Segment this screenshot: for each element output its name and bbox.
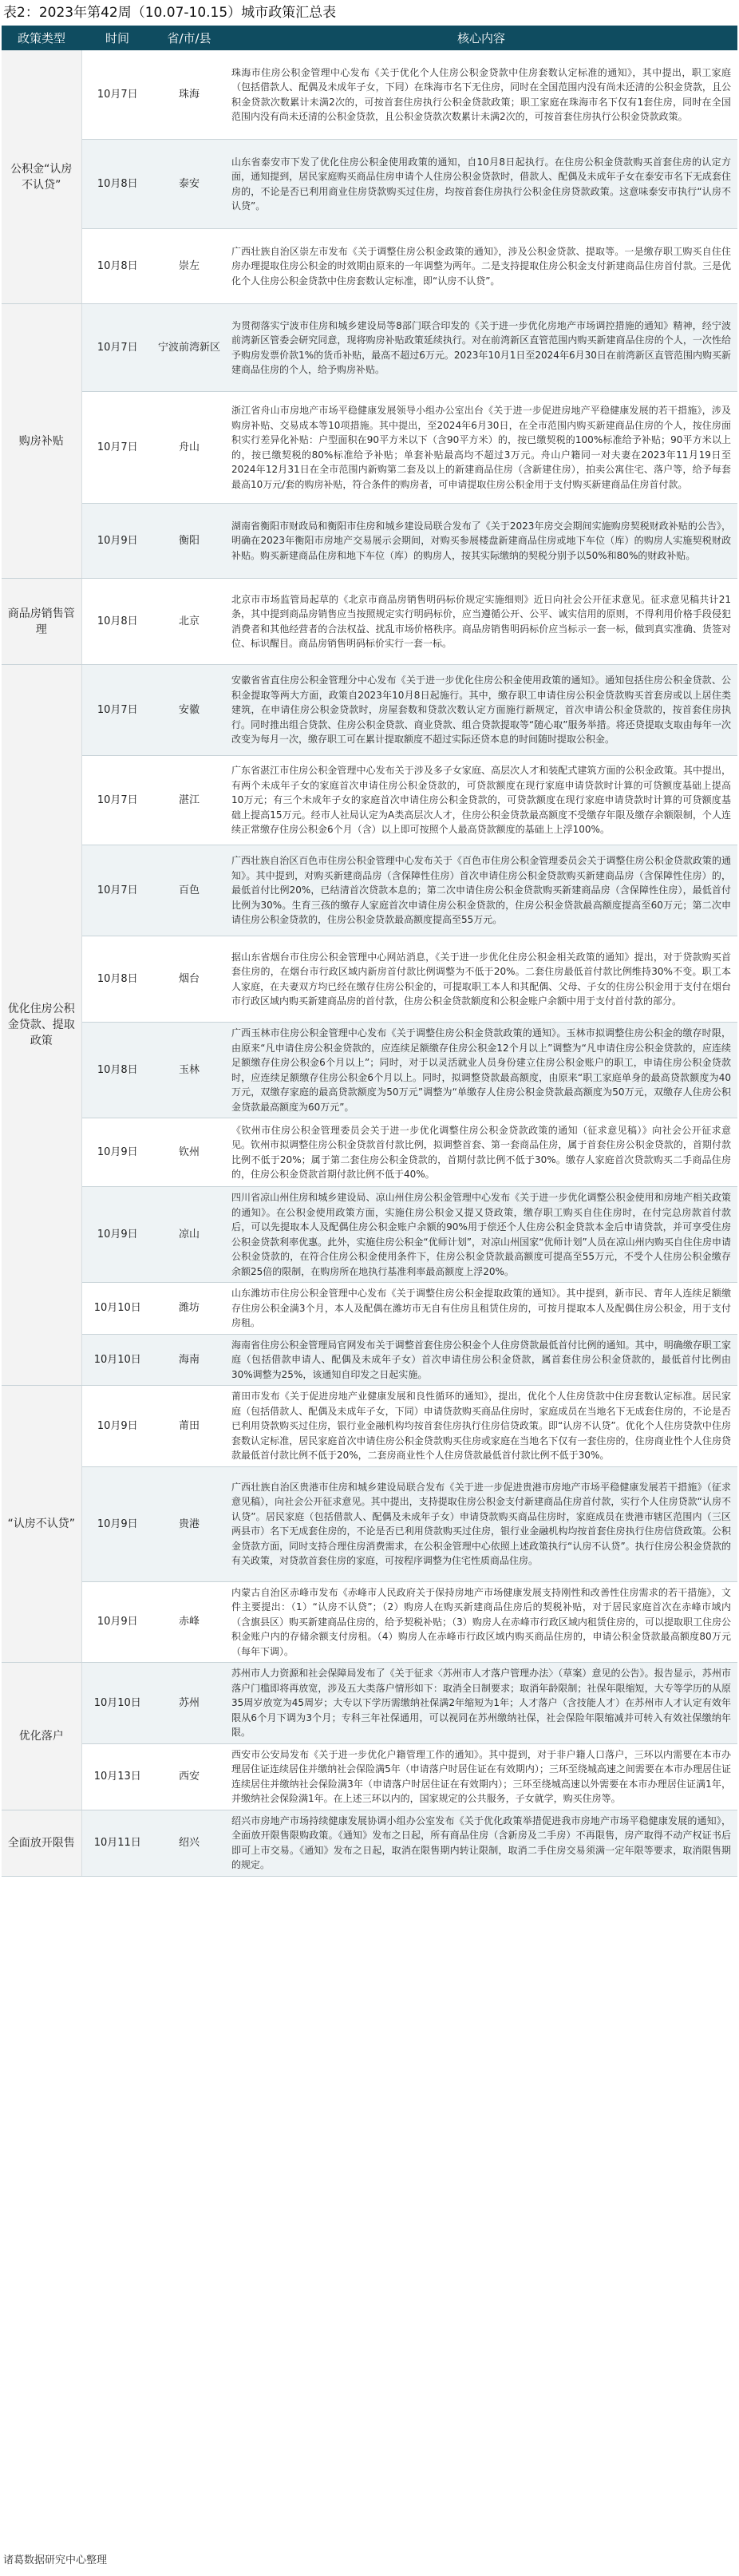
policy-type-cell: 商品房销售管理: [2, 579, 81, 665]
city-cell: 北京: [153, 579, 225, 665]
date-cell: 10月8日: [81, 579, 153, 665]
city-cell: 衡阳: [153, 504, 225, 579]
policy-table-body: [2, 50, 737, 1877]
content-cell: 莆田市发布《关于促进房地产业健康发展和良性循环的通知》，提出，优化个人住房贷款中住房套数认定标准。居民家庭（包括借款人、配偶及未成年子女，下同）申请贷款购买商品住房时，家庭成员在当地名下无成套住房的，不论是否已利用贷款购买过住房，银行业金融机构均按首套住房执行住房信贷政策。即“认房不认贷”。优化个人住房贷款中住房套数认定标准，居民家庭首次申请住房公积金贷款购买住房或家庭在当地名下仅有一套住房的，住房商业性个人住房贷款最低首付款比例不低于20%，二套房商业性个人住房贷款最低首付款比例不低于30%。: [225, 1386, 737, 1467]
date-cell: 10月8日: [81, 1023, 153, 1118]
date-cell: 10月13日: [81, 1743, 153, 1810]
city-cell: 舟山: [153, 392, 225, 504]
table-row: [2, 50, 737, 140]
date-cell: 10月10日: [81, 1663, 153, 1744]
table-row: [2, 936, 737, 1023]
content-cell: 湖南省衡阳市财政局和衡阳市住房和城乡建设局联合发布了《关于2023年房交会期间实施购房契税财政补贴的公告》，明确在2023年衡阳市房地产交易展示会期间，对购买参展楼盘新建商品住房或地下车位（库）的购房人实施契税财政补贴。购买新建商品住房和地下车位（库）的购房人，按其实际缴纳的契税分别予以50%和80%的财政补贴。: [225, 504, 737, 579]
city-cell: 贵港: [153, 1466, 225, 1581]
date-cell: 10月9日: [81, 1466, 153, 1581]
city-cell: 泰安: [153, 140, 225, 229]
content-cell: 西安市公安局发布《关于进一步优化户籍管理工作的通知》。其中提到，对于非户籍人口落户，三环以内需要在本市办理居住证连续居住并缴纳社会保险满5年（申请落户时居住证在有效期内）；三环至绕城高速之间需要在本市办理居住证连续居住并缴纳社会保险满3年（申请落户时居住证在有效期内）；三环至绕城高速以外需要在本市办理居住证满1年，并缴纳社会保险满1年。在上述三环以内的，国家规定的公共服务，子女就学，购买住房等。: [225, 1743, 737, 1810]
table-row: [2, 665, 737, 756]
table-row: [2, 1334, 737, 1386]
table-row: [2, 1118, 737, 1187]
table-row: [2, 229, 737, 304]
source-note: 诸葛数据研究中心整理: [3, 2554, 108, 2566]
date-cell: 10月10日: [81, 1283, 153, 1335]
table-row: [2, 1386, 737, 1467]
policy-type-cell: 优化住房公积金贷款、提取政策: [2, 665, 81, 1386]
table-title: 表2：2023年第42周（10.07-10.15）城市政策汇总表: [3, 5, 337, 21]
table-row: [2, 1187, 737, 1283]
table-row: [2, 504, 737, 579]
content-cell: 四川省凉山州住房和城乡建设局、凉山州住房公积金管理中心发布《关于进一步优化调整公积金使用和房地产相关政策的通知》。在公积金使用政策方面，实施住房公积金又提又贷政策，缴存职工购买自住住房时，在付完总房款首付款后，可以先提取本人及配偶住房公积金账户余额的90%用于偿还个人住房公积金贷款本金后申请贷款，并可享受住房公积金贷款利率优惠。此外，实施住房公积金“优师计划”，对凉山州国家“优师计划”人员在凉山州内购买自住住房申请公积金贷款的，在符合住房公积金使用条件下，住房公积金贷款最高额度可提高至55万元，不受个人住房公积金缴存余额25倍的限制，在购房所在地执行基准利率最高额度上浮20%。: [225, 1187, 737, 1283]
table-row: [2, 1023, 737, 1118]
content-cell: 据山东省烟台市住房公积金管理中心网站消息，《关于进一步优化住房公积金相关政策的通知》提出，对于贷款购买首套住房的，在烟台市行政区域内新房首付款比例调整为不低于20%。二套住房最低首付款比例维持30%不变。职工本人家庭，在夫妻双方均已经在缴存住房公积金的，可提取职工本人和其配偶、父母、子女的住房公积金用于支付在烟台市行政区域内购买新建商品房的首付款，住房公积金贷款额度和公积金账户余额中用于支付首付款的部分。: [225, 936, 737, 1023]
content-cell: 广西壮族自治区崇左市发布《关于调整住房公积金政策的通知》，涉及公积金贷款、提取等。一是缴存职工购买自住住房办理提取住房公积金的时效期由原来的一年调整为两年。二是支持提取住房公积金支付新建商品住房首付款。三是优化个人住房公积金贷款中住房套数认定标准，即“认房不认贷”。: [225, 229, 737, 304]
content-cell: 广西壮族自治区贵港市住房和城乡建设局联合发布《关于进一步促进贵港市房地产市场平稳健康发展若干措施》（征求意见稿），向社会公开征求意见。其中提出，支持提取住房公积金支付新建商品住房首付款，实行个人住房贷款“认房不认贷”。居民家庭（包括借款人、配偶及未成年子女）申请贷款购买商品住房时，家庭成员在贵港市辖区范围内（三区两县市）名下无成套住房的，不论是否已利用贷款购买过住房，银行业金融机构均按首套住房执行住房信贷政策。公积金贷款方面，同时支持合理住房消费需求，在公积金管理中心依照上述政策执行“认房不认贷”。执行住房公积金贷款的有关政策，对贷款首套住房的家庭，可按程序调整为住宅性质商品住房。: [225, 1466, 737, 1581]
header-date: 时间: [81, 26, 153, 50]
city-cell: 湛江: [153, 756, 225, 845]
date-cell: 10月7日: [81, 845, 153, 936]
content-cell: 海南省住房公积金管理局官网发布关于调整首套住房公积金个人住房贷款最低首付比例的通知。其中，明确缴存职工家庭（包括借款申请人、配偶及未成年子女）首次申请住房公积金贷款，属首套住房公积金贷款的，最低首付比例由30%调整为25%，该通知自印发之日起实施。: [225, 1334, 737, 1386]
city-cell: 宁波前湾新区: [153, 304, 225, 392]
date-cell: 10月7日: [81, 665, 153, 756]
city-cell: 苏州: [153, 1663, 225, 1744]
content-cell: 广西壮族自治区百色市住房公积金管理中心发布关于《百色市住房公积金管理委员会关于调整住房公积金贷款政策的通知》。其中提到，对购买新建商品房（含保障性住房）首次申请住房公积金贷款购买新建商品房（含保障性住房）的，最低首付比例20%，已结清首次贷款本息的；第二次申请住房公积金贷款购买新建商品房（含保障性住房），最低首付比例为30%。生育三孩的缴存人家庭首次申请住房公积金贷款的，住房公积金贷款最高额度提高至60万元；第二次申请住房公积金贷款的，住房公积金贷款最高额度提高至55万元。: [225, 845, 737, 936]
date-cell: 10月11日: [81, 1810, 153, 1876]
date-cell: 10月9日: [81, 1581, 153, 1663]
table-row: [2, 1743, 737, 1810]
table-row: [2, 304, 737, 392]
content-cell: 苏州市人力资源和社会保障局发布了《关于征求〈苏州市人才落户管理办法〉（草案）意见的公告》。报告显示，苏州市落户门槛即将再放宽，涉及五大类落户情形如下：取消全日制要求；取消年龄限制；社保年限缩短，大专等学历的从原35周岁放宽为45周岁；大专以下学历需缴纳社保满2年缩短为1年；人才落户（含技能人才）在苏州市人才认定有效年限从6个月下调为3个月；专科三年社保通用，可以视同在苏州缴纳社保，社会保险年限缩减并可转入有效社保缴纳年限。: [225, 1663, 737, 1744]
city-cell: 绍兴: [153, 1810, 225, 1876]
content-cell: 绍兴市房地产市场持续健康发展协调小组办公室发布《关于优化政策举措促进我市房地产市场平稳健康发展的通知》，全面放开限售限购政策。《通知》发布之日起，所有商品住房（含新房及二手房）不再限售，房产取得不动产权证书后即可上市交易。《通知》发布之日起，取消在限售期内转让限制，取消二手住房交易须满一定年限等要求，取消限售期的规定。: [225, 1810, 737, 1876]
city-cell: 玉林: [153, 1023, 225, 1118]
date-cell: 10月8日: [81, 229, 153, 304]
city-cell: 烟台: [153, 936, 225, 1023]
content-cell: 为贯彻落实宁波市住房和城乡建设局等8部门联合印发的《关于进一步优化房地产市场调控措施的通知》精神，经宁波前湾新区管委会研究同意，现将购房补贴政策延续执行。对在前湾新区直管范围内购买新建商品住房的个人，一次性给予购房发票价款1%的货币补贴，最高不超过6万元。2023年10月1日至2024年6月30日在前湾新区直管范围内购买新建商品住房的个人，给予购房补贴。: [225, 304, 737, 392]
table-row: [2, 392, 737, 504]
content-cell: 珠海市住房公积金管理中心发布《关于优化个人住房公积金贷款中住房套数认定标准的通知》，其中提出，职工家庭（包括借款人、配偶及未成年子女，下同）在珠海市名下无住房，同时在全国范围内没有尚未还清的公积金贷款，且公积金贷款次数累计未满2次的，可按首套住房执行公积金贷款政策；职工家庭在珠海市名下仅有1套住房，同时在全国范围内没有尚未还清的公积金贷款，且公积金贷款次数累计未满2次的，可按首套住房执行公积金贷款政策。: [225, 50, 737, 140]
table-row: [2, 756, 737, 845]
date-cell: 10月8日: [81, 936, 153, 1023]
content-cell: 北京市市场监管局起草的《北京市商品房销售明码标价规定实施细则》近日向社会公开征求意见。征求意见稿共计21条，其中提到商品房销售应当按照规定实行明码标价，应当遵循公开、公平、诚实信用的原则，不得利用价格手段侵犯消费者和其他经营者的合法权益、扰乱市场价格秩序。商品房销售明码标价应当标示一套一标，做到真实准确、货签对位、标识醒目。商品房销售明码标价实行一套一标。: [225, 579, 737, 665]
table-row: [2, 845, 737, 936]
city-cell: 海南: [153, 1334, 225, 1386]
table-row: [2, 140, 737, 229]
date-cell: 10月8日: [81, 140, 153, 229]
date-cell: 10月10日: [81, 1334, 153, 1386]
city-cell: 安徽: [153, 665, 225, 756]
date-cell: 10月9日: [81, 504, 153, 579]
date-cell: 10月7日: [81, 756, 153, 845]
date-cell: 10月9日: [81, 1187, 153, 1283]
table-row: [2, 1663, 737, 1744]
header-content: 核心内容: [225, 26, 737, 50]
content-cell: 山东潍坊市住房公积金管理中心发布《关于调整住房公积金提取政策的通知》。其中提到，新市民、青年人连续足额缴存住房公积金满3个月，本人及配偶在潍坊市无自有住房且租赁住房的，可按月提取本人及配偶住房公积金，用于支付房租。: [225, 1283, 737, 1335]
content-cell: 《钦州市住房公积金管理委员会关于进一步优化调整住房公积金贷款政策的通知（征求意见稿）》向社会公开征求意见。钦州市拟调整住房公积金贷款首付款比例，拟调整首套、第一套商品住房，属于首套住房公积金贷款的，首期付款比例不低于20%；属于第二套住房公积金贷款的，首期付款比例不低于30%。缴存人家庭首次贷款购买二手商品住房的，住房公积金贷款首期付款比例不低于40%。: [225, 1118, 737, 1187]
city-cell: 百色: [153, 845, 225, 936]
policy-type-cell: 公积金“认房不认贷”: [2, 50, 81, 304]
city-cell: 钦州: [153, 1118, 225, 1187]
table-row: [2, 1283, 737, 1335]
city-cell: 崇左: [153, 229, 225, 304]
city-cell: 赤峰: [153, 1581, 225, 1663]
header-policy-type: 政策类型: [2, 26, 81, 50]
content-cell: 山东省泰安市下发了优化住房公积金使用政策的通知，自10月8日起执行。在住房公积金贷款购买首套住房的认定方面，通知提到，居民家庭购买商品住房申请个人住房公积金贷款时，借款人、配偶及未成年子女在泰安市名下无成套住房的，不论是否已利用商业住房贷款购买过住房，均按首套住房执行公积金住房贷款政策。这意味泰安市执行“认房不认贷”。: [225, 140, 737, 229]
policy-table: [2, 26, 737, 1877]
date-cell: 10月7日: [81, 392, 153, 504]
table-row: [2, 579, 737, 665]
city-cell: 西安: [153, 1743, 225, 1810]
table-row: [2, 1466, 737, 1581]
table-row: [2, 1581, 737, 1663]
city-cell: 潍坊: [153, 1283, 225, 1335]
table-header-row: [2, 26, 737, 50]
policy-type-cell: 优化落户: [2, 1663, 81, 1810]
policy-type-cell: “认房不认贷”: [2, 1386, 81, 1663]
city-cell: 莆田: [153, 1386, 225, 1467]
content-cell: 广东省湛江市住房公积金管理中心发布关于涉及多子女家庭、高层次人才和装配式建筑方面的公积金政策。其中提出，有两个未成年子女的家庭首次申请住房公积金贷款的，可贷款额度在现行家庭申请贷款时计算的可贷额度基础上提高10万元；有三个未成年子女的家庭首次申请住房公积金贷款的，可贷款额度在现行家庭申请贷款时计算的可贷额度基础上提高15万元。经市人社局认定为A类高层次人才，住房公积金贷款最高额度不受缴存年限及缴存余额限制，个人连续正常缴存住房公积金6个月（含）以上即可按照个人最高贷款额度的基础上上浮100%。: [225, 756, 737, 845]
city-cell: 凉山: [153, 1187, 225, 1283]
date-cell: 10月7日: [81, 50, 153, 140]
city-cell: 珠海: [153, 50, 225, 140]
policy-type-cell: 全面放开限售: [2, 1810, 81, 1876]
content-cell: 浙江省舟山市房地产市场平稳健康发展领导小组办公室出台《关于进一步促进房地产平稳健康发展的若干措施》，涉及购房补贴、交易成本等10项措施。其中提出，至2024年6月30日，在全市范围内购买新建商品住房的个人，按住房面积实行差异化补贴：户型面积在90平方米以下（含90平方米）的，按已缴契税的100%标准给予补贴；90平方米以上的，按已缴契税的80%标准给予补贴；单套补贴最高均不超过3万元。舟山户籍同一对夫妻在2023年11月19日至2024年12月31日在全市范围内新购第二套及以上的新建商品住房（含新建住房），拍卖公寓住宅、落户等，给予每套最高10万元/套的购房补贴，符合条件的购房者，可申请提取住房公积金用于支付购买新建商品住房首付款。: [225, 392, 737, 504]
date-cell: 10月9日: [81, 1118, 153, 1187]
date-cell: 10月7日: [81, 304, 153, 392]
content-cell: 安徽省省直住房公积金管理分中心发布《关于进一步优化住房公积金使用政策的通知》。通知包括住房公积金贷款、公积金提取等两大方面，政策自2023年10月8日起施行。其中，缴存职工申请住房公积金贷款购买首套房或以上居住类建筑，在申请住房公积金贷款时，房屋套数和贷款次数认定方面施行新规定，首次申请公积金贷款的，按首套住房执行。同时推出组合贷款、住房公积金贷款、商业贷款、组合贷款提取等“随心取”服务举措。将还贷提取支取由每年一次改变为每月一次，缴存职工可在累计提取额度不超过实际还贷本息的时间随时提取公积金。: [225, 665, 737, 756]
content-cell: 广西玉林市住房公积金管理中心发布《关于调整住房公积金贷款政策的通知》。玉林市拟调整住房公积金的缴存时限，由原来“凡申请住房公积金贷款的，应连续足额缴存住房公积金12个月以上”调整为“凡申请住房公积金贷款的，应连续足额缴存住房公积金6个月以上”；同时，对于以灵活就业人员身份建立住房公积金账户的职工，申请住房公积金贷款时，应连续足额缴存住房公积金6个月以上。同时，拟调整贷款最高额度，由原来“职工家庭单身的最高贷款额度为40万元，双缴存家庭的最高贷款额度为50万元”调整为“单缴存人住房公积金贷款最高额度为50万元，双缴存人住房公积金贷款最高额度为60万元”。: [225, 1023, 737, 1118]
content-cell: 内蒙古自治区赤峰市发布《赤峰市人民政府关于保持房地产市场健康发展支持刚性和改善性住房需求的若干措施》，文件主要提出：（1）“认房不认贷”；（2）购房人在购买新建商品住房后的契税补贴，对于居民家庭首次在赤峰市域内（含旗县区）购买新建商品住房的，给予契税补贴；（3）购房人在赤峰市行政区域内租赁住房的，可以提取职工住房公积金账户内的存储余额支付房租。（4）购房人在赤峰市行政区域内购买商品住房的，申请公积金贷款最高额度80万元（每年下调）。: [225, 1581, 737, 1663]
header-city: 省/市/县: [153, 26, 225, 50]
date-cell: 10月9日: [81, 1386, 153, 1467]
policy-type-cell: 购房补贴: [2, 304, 81, 579]
table-row: [2, 1810, 737, 1876]
